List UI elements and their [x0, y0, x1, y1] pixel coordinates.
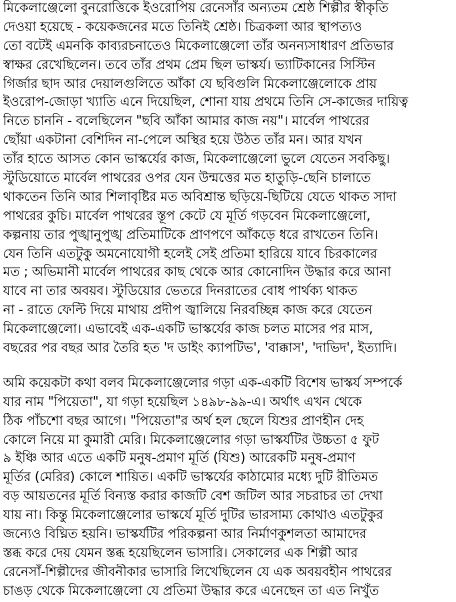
text-line: তাঁর হাতে আসত কোন ভাস্কর্যের কাজ, মিকেলাঞ্জেলো ভুলে যেতেন সবকিছু। [3, 152, 390, 168]
paragraph-1 [3, 0, 454, 359]
paragraph-2 [3, 375, 454, 602]
text-line: না - রাতে ফেল্টি দিয়ে মাথায় প্রদীপ জ্বালিয়ে নিরবচ্ছিন্ন কাজ করে যেতেন [3, 303, 373, 319]
text-line: যার নাম "পিয়েতা", যা গড়া হয়েছিল ১৪৯৮-৯৯-এ। অর্থাৎ এখন থেকে [3, 394, 362, 410]
text-line: স্টুডিয়োতে মার্বেল পাথরের ওপর যেন উন্মত্তের মত হাতুড়ি-ছেনি চালাতে [3, 171, 371, 187]
text-line: স্বাক্ষর রেখেছিলেন। তবে তাঁর প্রথম প্রেম ছিল ভাস্কর্য। ভ্যাটিকানের সিস্টিন [3, 57, 376, 73]
text-line: ঠিক পাঁচশো বছর আগে। "পিয়েতা"র অর্থ হল ছেলে যিশুর প্রাণহীন দেহ [3, 413, 364, 429]
text-line: বড় আয়তনের মূর্তি বিন্যস্ত করার কাজটি বেশ জটিল আর সচরাচর তা দেখা [3, 489, 383, 505]
text-line: গির্জার ছাদ আর দেয়ালগুলিতে আঁকা যে ছবিগুলি মিকেলাঞ্জেলোকে প্রায় [3, 76, 377, 92]
text-line: স্তব্ধ করে দেয় যেমন স্তব্ধ হয়েছিলেন ভাসারি। সেকালের এক শিল্পী আর [3, 545, 358, 561]
text-line: যায় না। কিন্তু মিকেলাঞ্জেলোর ভাস্কর্যে মূর্তি দুটির ভারসাম্য কোথাও এতটুকুর [3, 508, 384, 524]
text-line: নিতে চাননি - বলেছিলেন "ছবি আঁকা আমার কাজ নয়"। মার্বেল পাথরের [3, 114, 370, 130]
text-line: যাবে না তার অবয়ব। স্টুডিয়োর ভেতরে দিনরাতের বোধ পার্থক্য থাকত [3, 284, 358, 300]
text-line: থাকতেন তিনি আর শিলাবৃষ্টির মত অবিশ্রান্ত ছড়িয়ে-ছিটিয়ে যেতে থাকত সাদা [3, 189, 397, 205]
text-line: অমি কয়েকটা কথা বলব মিকেলাঞ্জেলোর গড়া এক-একটি বিশেষ ভাস্কর্য সম্পর্কে [3, 375, 403, 391]
text-line: ছোঁয়া একটানা বেশিদিন না-পেলে অস্থির হয়ে উঠত তাঁর মন। আর যখন [3, 133, 362, 149]
text-line: চাঙড় থেকে মিকেলাঞ্জেলো যে প্রতিমা উদ্ধার করে এনেছেন তা এত নিখুঁত [3, 583, 379, 599]
text-line: কল্পনায় তার পুঙ্খানুপুঙ্খ প্রতিমাটিকে প্রাণপণে আঁকড়ে ধরে রাখতেন তিনি। [3, 227, 379, 243]
text-line: মিকেলাঞ্জেলো। এভাবেই এক-একটি ভাস্কর্যের কাজ চলত মাসের পর মাস, [3, 322, 373, 338]
text-line: কোলে নিয়ে মা কুমারী মেরি। মিকেলাঞ্জেলোর গড়া ভাস্কর্যটির উচ্চতা ৫ ফুট [3, 432, 379, 448]
text-line: ইওরোপ-জোড়া খ্যাতি এনে দিয়েছিল, শোনা যায় প্রথমে তিনি সে-কাজের দায়িত্ব [3, 95, 408, 111]
text-line: বছরের পর বছর আর তৈরি হত 'দ ডাইং ক্যাপটিভ', 'বাক্কাস', 'দাভিদ', ইত্যাদি। [3, 341, 397, 357]
text-line: যেন তিনি এতটুকু অমনোযোগী হলেই সেই প্রতিমা হারিয়ে যাবে চিরকালের [3, 246, 378, 262]
text-line: জন্যেও বিঘ্নিত হয়নি। ভাস্কর্যটির পরিকল্পনা আর নির্মাণকুশলতা আমাদের [3, 527, 367, 543]
text-line: মূর্তির (মেরির) কোলে শায়িত। একটি ভাস্কর্যের কাঠামোর মধ্যে দুটি রীতিমত [3, 470, 378, 486]
text-line: মত ; অভিমানী মার্বেল পাথরের কাছ থেকে আর কোনোদিন উদ্ধার করে আনা [3, 265, 391, 281]
paragraph-gap [3, 359, 454, 375]
text-line: দেওয়া হয়েছে - কয়েকজনের মতে তিনিই শ্রেষ্ঠ। চিত্রকলা আর স্থাপত্যও [3, 19, 363, 35]
text-line: তো বটেই এমনকি কাব্যরচনাতেও মিকেলাঞ্জেলো তাঁর অনন্যসাধারণ প্রতিভার [3, 38, 394, 54]
text-line: রেনেসাঁ-শিল্পীদের জীবনীকার ভাসারি লিখেছিলেন যে এক অবয়বহীন পাথরের [3, 564, 392, 580]
text-line: মিকেলাঞ্জেলো বুনরোত্তিকে ইওরোপিয় রেনেসাঁর অন্যতম শ্রেষ্ঠ শিল্পীর স্বীকৃতি [3, 1, 389, 16]
text-line: ৯ ইঞ্চি আর এতে একটি মনুষ-প্রমাণ মূর্তি (যিশু) আরেকটি মনুষ-প্রমাণ [3, 451, 356, 467]
text-line: পাথরের কুচি। মার্বেল পাথরের স্তূপ কেটে যে মূর্তি গড়বেন মিকেলাঞ্জেলো, [3, 208, 371, 224]
